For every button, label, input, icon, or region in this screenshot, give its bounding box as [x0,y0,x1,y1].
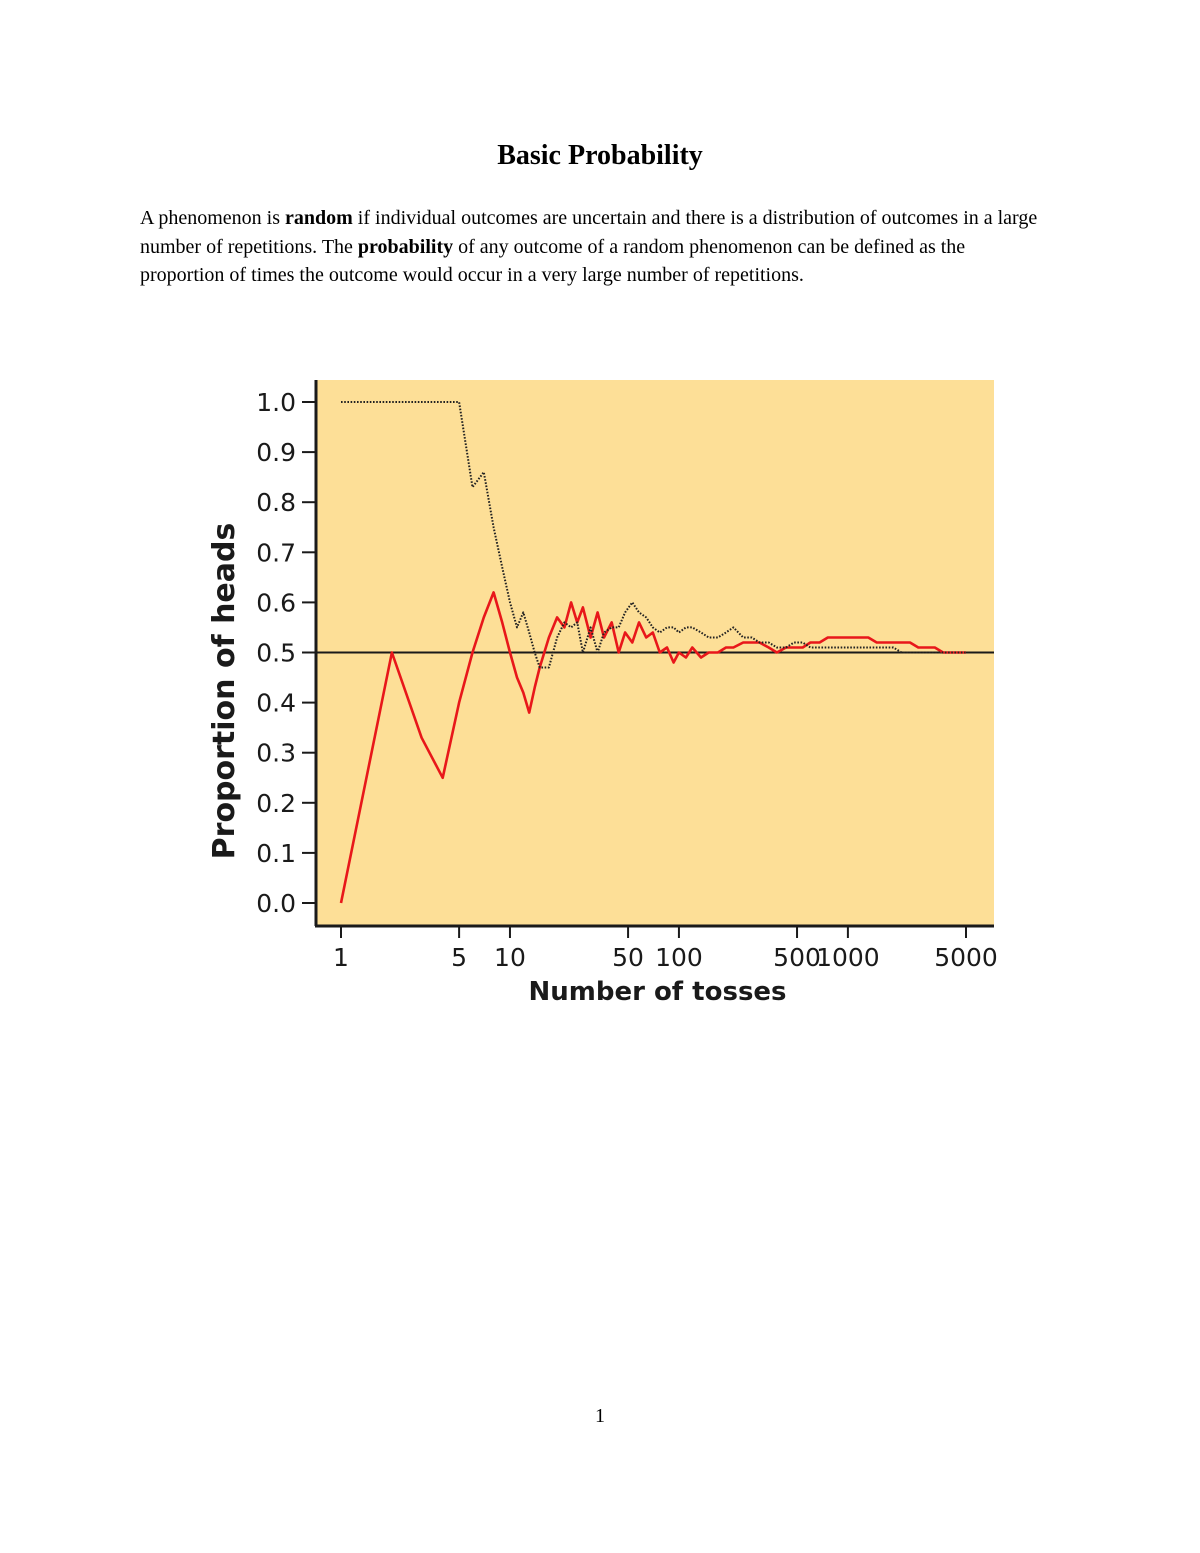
page-number: 1 [595,1405,605,1427]
y-tick-label: 0.1 [256,838,296,868]
intro-text-2: if individual outcomes are uncertain and there is a distribution of outcomes in a large number of repetitions. The [140,207,1038,258]
y-tick-label: 0.4 [256,688,296,718]
x-tick-label: 500 [773,943,821,972]
y-tick-label: 0.0 [256,889,296,918]
intro-text-3: of any outcome of a random phenomenon can be defined as the proportion of times the outcome would occur in a very large number of repetitions. [140,235,966,286]
y-tick-label: 0.2 [256,788,296,818]
x-tick-label: 10 [494,943,526,972]
y-tick-label: 0.5 [256,638,296,668]
y-tick-label: 0.6 [256,588,296,618]
y-axis-label: Proportion of heads [207,522,242,860]
y-tick-label: 0.7 [256,538,296,568]
chart-svg [0,360,1200,1020]
x-tick-label: 1 [333,943,349,972]
x-tick-label: 50 [612,943,644,972]
y-tick-label: 1.0 [256,388,296,417]
term-probability: probability [357,235,454,258]
page-title: Basic Probability [497,140,703,171]
intro-text-1: A phenomenon is [140,207,285,229]
y-tick-label: 0.9 [256,438,296,468]
x-tick-label: 5000 [934,943,998,972]
y-tick-label: 0.3 [256,738,296,768]
x-axis-label: Number of tosses [528,977,787,1007]
coin-toss-chart [0,360,1200,1020]
term-random: random [285,207,353,229]
x-tick-label: 100 [655,943,703,972]
x-tick-label: 1000 [816,943,880,972]
intro-paragraph [140,204,1040,290]
x-tick-label: 5 [451,943,468,972]
y-tick-label: 0.8 [256,488,296,518]
